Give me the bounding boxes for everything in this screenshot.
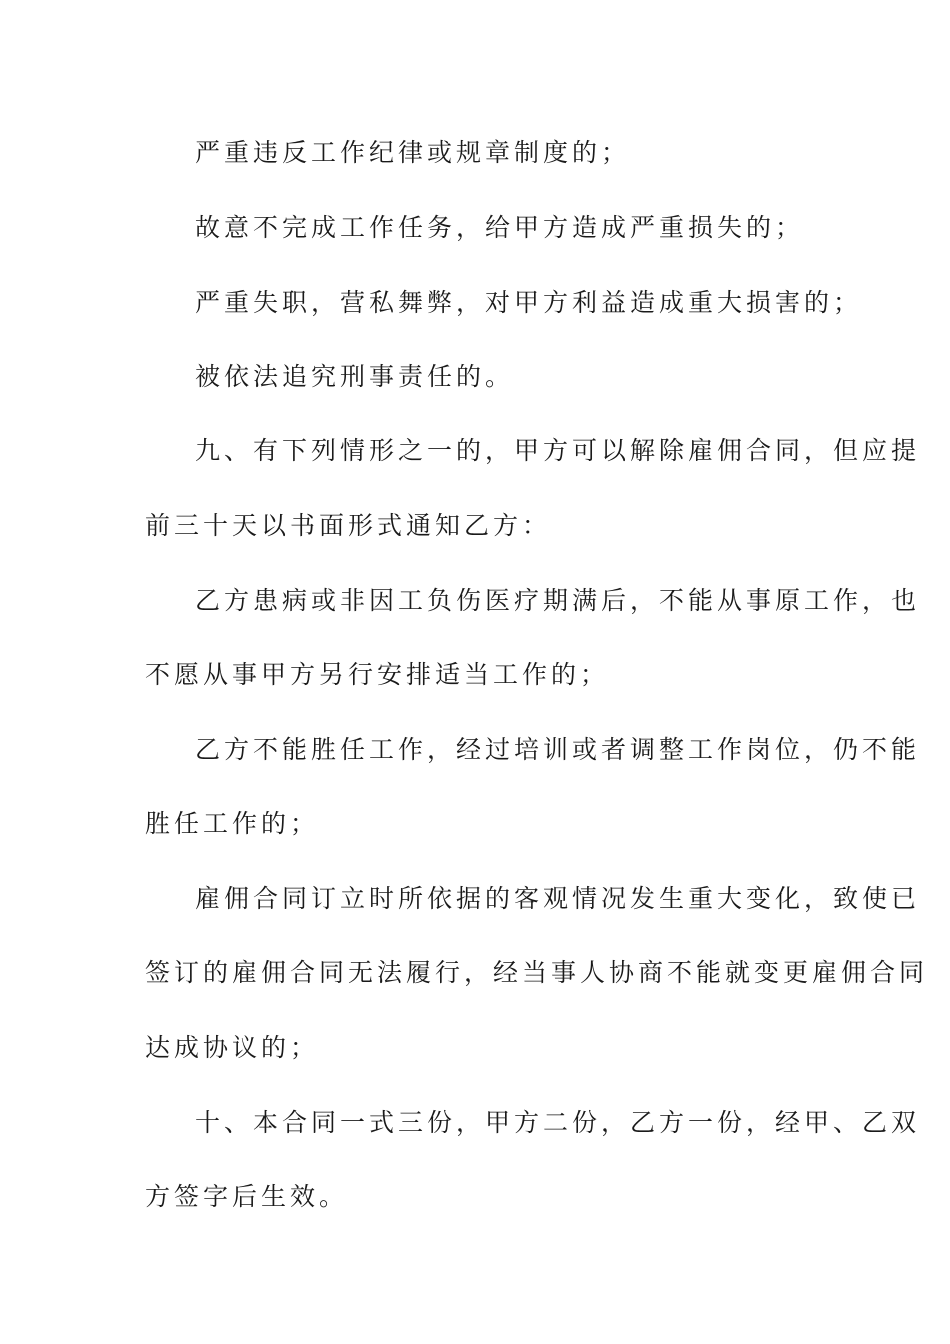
text-line: 乙方不能胜任工作，经过培训或者调整工作岗位，仍不能 [195, 735, 921, 764]
text-line: 被依法追究刑事责任的。 [195, 362, 515, 391]
clause-ten-line-2: 方签字后生效。 [145, 1182, 349, 1211]
clause-ten-line-1: 十、本合同一式三份，甲方二份，乙方一份，经甲、乙双 [195, 1108, 921, 1137]
text-line: 签订的雇佣合同无法履行，经当事人协商不能就变更雇佣合同 [145, 958, 929, 987]
text-line: 胜任工作的； [145, 809, 320, 838]
text-line: 达成协议的； [145, 1033, 320, 1062]
text-line: 不愿从事甲方另行安排适当工作的； [145, 660, 610, 689]
clause-nine-line-2: 前三十天以书面形式通知乙方： [145, 511, 552, 540]
text-line: 乙方患病或非因工负伤医疗期满后，不能从事原工作，也 [195, 586, 921, 615]
text-line: 雇佣合同订立时所依据的客观情况发生重大变化，致使已 [195, 884, 921, 913]
text-line: 严重失职，营私舞弊，对甲方利益造成重大损害的； [195, 288, 863, 317]
text-line: 故意不完成工作任务，给甲方造成严重损失的； [195, 213, 805, 242]
text-line: 严重违反工作纪律或规章制度的； [195, 138, 631, 167]
clause-nine-line-1: 九、有下列情形之一的，甲方可以解除雇佣合同，但应提 [195, 436, 921, 465]
